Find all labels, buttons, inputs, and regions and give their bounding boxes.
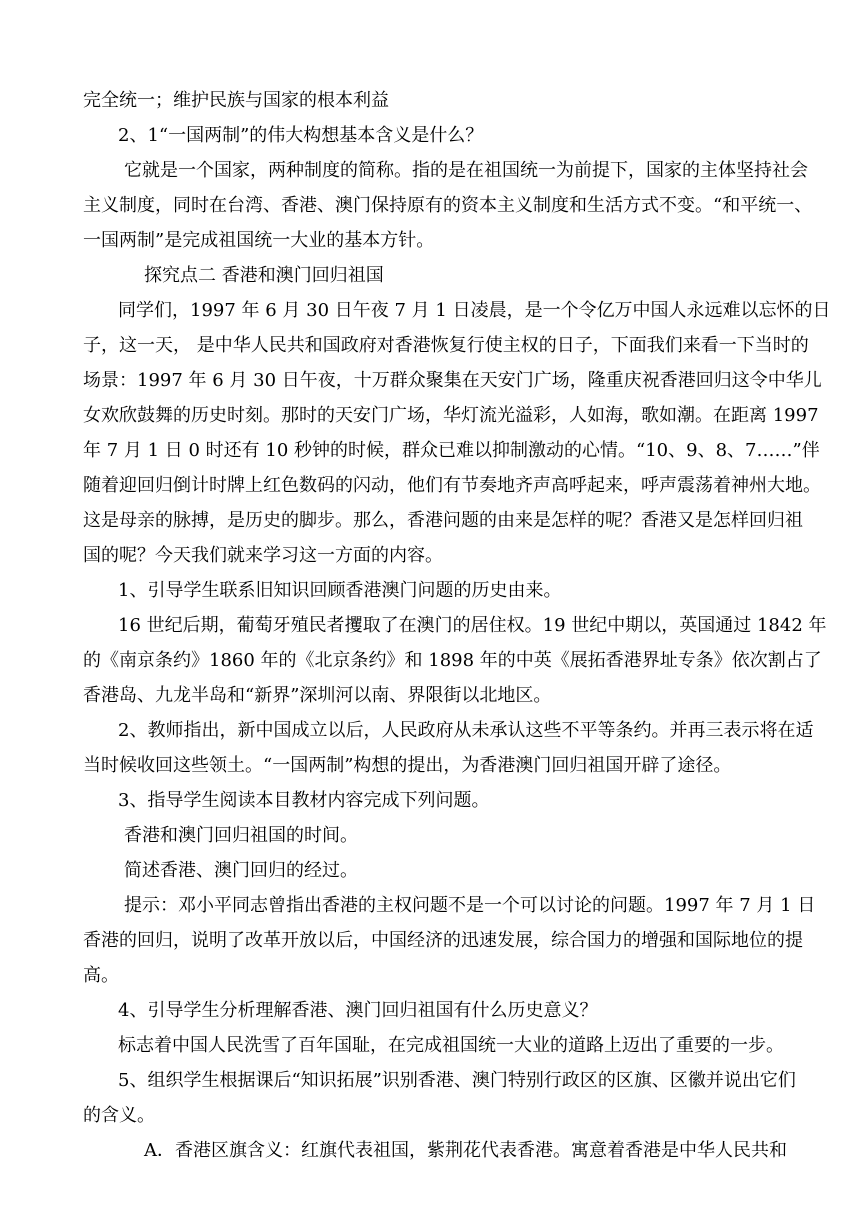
text-line: 香港岛、九龙半岛和“新界”深圳河以南、界限街以北地区。 xyxy=(83,685,552,706)
text-line: 子，这一天， 是中华人民共和国政府对香港恢复行使主权的日子，下面我们来看一下当时的 xyxy=(83,335,809,356)
text-line: 女欢欣鼓舞的历史时刻。那时的天安门广场，华灯流光溢彩，人如海，歌如潮。在距离 1997 xyxy=(83,405,819,426)
step-heading: 2、教师指出，新中国成立以后，人民政府从未承认这些不平等条约。并再三表示将在适 xyxy=(118,720,814,741)
step-heading: 4、引导学生分析理解香港、澳门回归祖国有什么历史意义？ xyxy=(118,1000,598,1021)
text-line: 这是母亲的脉搏，是历史的脚步。那么，香港问题的由来是怎样的呢？香港又是怎样回归祖 xyxy=(83,510,803,531)
section-heading: 探究点二 香港和澳门回归祖国 xyxy=(144,265,384,286)
text-line: 完全统一；维护民族与国家的根本利益 xyxy=(83,90,389,111)
step-heading: 3、指导学生阅读本目教材内容完成下列问题。 xyxy=(118,790,490,811)
text-line: 提示：邓小平同志曾指出香港的主权问题不是一个可以讨论的问题。1997 年 7 月 1 日 xyxy=(124,895,816,916)
text-line: 它就是一个国家，两种制度的简称。指的是在祖国统一为前提下，国家的主体坚持社会 xyxy=(124,160,808,181)
text-line: 场景：1997 年 6 月 30 日午夜，十万群众聚集在天安门广场，隆重庆祝香港回归这令中华儿 xyxy=(83,370,822,391)
list-item: 简述香港、澳门回归的经过。 xyxy=(124,860,358,881)
text-line: 主义制度，同时在台湾、香港、澳门保持原有的资本主义制度和生活方式不变。“和平统一、 xyxy=(83,195,813,216)
text-line: 香港的回归，说明了改革开放以后，中国经济的迅速发展，综合国力的增强和国际地位的提 xyxy=(83,930,803,951)
text-line: 同学们，1997 年 6 月 30 日午夜 7 月 1 日凌晨，是一个令亿万中国人永远难以忘怀的日 xyxy=(118,300,831,321)
text-line: 的含义。 xyxy=(83,1105,155,1126)
text-line: 16 世纪后期，葡萄牙殖民者攫取了在澳门的居住权。19 世纪中期以，英国通过 1842 年 xyxy=(118,615,827,636)
text-line: 高。 xyxy=(83,965,119,986)
text-line: 国的呢？今天我们就来学习这一方面的内容。 xyxy=(83,545,443,566)
list-item: 香港和澳门回归祖国的时间。 xyxy=(124,825,358,846)
step-heading: 1、引导学生联系旧知识回顾香港澳门问题的历史由来。 xyxy=(118,580,562,601)
step-heading: 5、组织学生根据课后“知识拓展”识别香港、澳门特别行政区的区旗、区徽并说出它们 xyxy=(118,1070,796,1091)
text-line: 标志着中国人民洗雪了百年国耻，在完成祖国统一大业的道路上迈出了重要的一步。 xyxy=(118,1035,784,1056)
text-line: 当时候收回这些领土。“一国两制”构想的提出，为香港澳门回归祖国开辟了途径。 xyxy=(83,755,732,776)
text-line: 一国两制”是完成祖国统一大业的基本方针。 xyxy=(83,230,435,251)
question-heading: 2、1“一国两制”的伟大构想基本含义是什么？ xyxy=(118,125,484,146)
text-line: 年 7 月 1 日 0 时还有 10 秒钟的时候，群众已难以抑制激动的心情。“10、9、8、7……”伴 xyxy=(83,440,820,461)
text-line: A．香港区旗含义：红旗代表祖国，紫荆花代表香港。寓意着香港是中华人民共和 xyxy=(144,1140,787,1161)
text-line: 随着迎回归倒计时牌上红色数码的闪动，他们有节奏地齐声高呼起来，呼声震荡着神州大地。 xyxy=(83,475,821,496)
text-line: 的《南京条约》1860 年的《北京条约》和 1898 年的中英《展拓香港界址专条》依次割占了 xyxy=(83,650,822,671)
